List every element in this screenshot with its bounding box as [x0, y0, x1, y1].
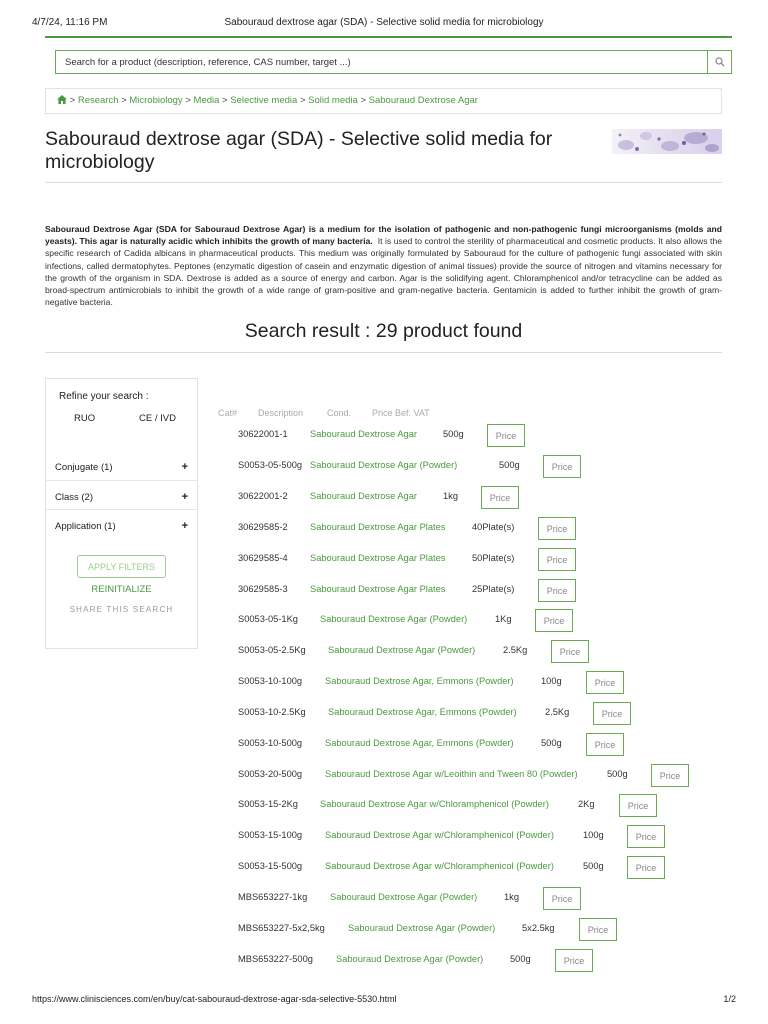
price-button[interactable]: Price	[535, 609, 573, 632]
price-button[interactable]: Price	[487, 424, 525, 447]
column-header-description: Description	[258, 408, 304, 418]
home-icon[interactable]	[57, 90, 67, 114]
breadcrumb-selective-media[interactable]: Selective media	[230, 95, 298, 106]
product-cat: 30622001-1	[238, 429, 288, 439]
product-cat: 30629585-2	[238, 522, 288, 532]
search-input[interactable]	[56, 51, 715, 73]
price-button[interactable]: Price	[543, 887, 581, 910]
reinitialize-link[interactable]: REINITIALIZE	[91, 584, 152, 595]
page-url: https://www.clinisciences.com/en/buy/cat-sabouraud-dextrose-agar-sda-selective-5530.html	[32, 994, 397, 1004]
print-date: 4/7/24, 11:16 PM	[32, 17, 108, 28]
product-name-link[interactable]: Sabouraud Dextrose Agar Plates	[310, 553, 446, 563]
product-cat: S0053-10-2.5Kg	[238, 707, 306, 717]
filter-label: Application (1)	[55, 521, 116, 532]
filter-class[interactable]	[46, 484, 197, 512]
price-button[interactable]: Price	[619, 794, 657, 817]
print-header	[32, 17, 736, 31]
breadcrumb-separator: >	[185, 95, 191, 106]
breadcrumb-separator: >	[360, 95, 366, 106]
product-size: 500g	[583, 861, 604, 871]
price-button[interactable]: Price	[538, 579, 576, 602]
filter-application[interactable]	[46, 513, 197, 541]
category-image	[612, 129, 722, 154]
product-name-link[interactable]: Sabouraud Dextrose Agar Plates	[310, 522, 446, 532]
filter-divider	[46, 480, 197, 481]
product-cat: S0053-05-1Kg	[238, 614, 298, 624]
breadcrumb	[45, 88, 722, 114]
product-size: 40Plate(s)	[472, 522, 515, 532]
product-name-link[interactable]: Sabouraud Dextrose Agar	[310, 429, 417, 439]
header-rule	[45, 36, 732, 38]
expand-icon[interactable]: +	[181, 491, 188, 503]
product-size: 1kg	[504, 892, 519, 902]
filter-label: Conjugate (1)	[55, 462, 113, 473]
price-button[interactable]: Price	[651, 764, 689, 787]
price-button[interactable]: Price	[579, 918, 617, 941]
product-size: 500g	[499, 460, 520, 470]
product-cat: S0053-10-100g	[238, 676, 303, 686]
filter-divider	[46, 509, 197, 510]
product-cat: MBS653227-500g	[238, 954, 313, 964]
apply-filters-button[interactable]: APPLY FILTERS	[77, 555, 166, 578]
breadcrumb-microbiology[interactable]: Microbiology	[129, 95, 183, 106]
price-button[interactable]: Price	[586, 733, 624, 756]
price-button[interactable]: Price	[593, 702, 631, 725]
product-size: 1kg	[443, 491, 458, 501]
product-name-link[interactable]: Sabouraud Dextrose Agar w/Leoithin and Tween 80 (Powder)	[325, 769, 578, 779]
search-button[interactable]	[707, 51, 731, 73]
product-size: 100g	[541, 676, 562, 686]
product-name-link[interactable]: Sabouraud Dextrose Agar w/Chloramphenicol (Powder)	[320, 799, 549, 809]
product-name-link[interactable]: Sabouraud Dextrose Agar w/Chloramphenicol (Powder)	[325, 830, 554, 840]
print-title: Sabouraud dextrose agar (SDA) - Selective solid media for microbiology	[224, 17, 544, 28]
product-name-link[interactable]: Sabouraud Dextrose Agar (Powder)	[320, 614, 468, 624]
price-button[interactable]: Price	[627, 856, 665, 879]
column-header-price: Price Bef. VAT	[372, 408, 430, 418]
search-icon	[715, 57, 725, 67]
product-size: 2.5Kg	[503, 645, 528, 655]
product-cat: S0053-15-100g	[238, 830, 303, 840]
filter-option-ce-ivd[interactable]: CE / IVD	[139, 413, 176, 424]
product-size: 2Kg	[578, 799, 595, 809]
product-cat: 30629585-3	[238, 584, 288, 594]
product-cat: 30622001-2	[238, 491, 288, 501]
product-name-link[interactable]: Sabouraud Dextrose Agar, Emmons (Powder)	[325, 738, 514, 748]
product-cat: MBS653227-1kg	[238, 892, 308, 902]
expand-icon[interactable]: +	[181, 461, 188, 473]
description-bold: Sabouraud Dextrose Agar (SDA for Sabouraud Dextrose Agar) is a medium for the isolation of pathogenic and non-pathogenic fungi microorganisms (molds and yeasts). This agar is naturally acidic which inhibits the growth of many bacteria.	[45, 224, 722, 247]
product-cat: S0053-20-500g	[238, 769, 303, 779]
description-text: It is used to control the sterility of pharmaceutical and cosmetic products. It also allows the specific research of Cadida albicans in pharmaceutical products. This medium was originally formulated by Sabouraud for the culture of pathogenic fungi associated with skin infections, called dermatophytes. Peptones (enzymatic digestion of casein and enzymatic digestion of animal tissues) provide the source of nitrogen and vitamins necessary for the growth of the organism in SDA. Dextrose is added as a source of energy and carbon. Agar is the solidifying agent. Chloramphenicol and/or tetracycline can be added as broad-spectrum antimicrobials to inhibit the growth of a wide range of gram-positive and gram-negative bacteria. Gentamicin is added to further inhibit the growth of gram-negative bacteria.	[45, 236, 723, 308]
breadcrumb-sabouraud-dextrose-agar[interactable]: Sabouraud Dextrose Agar	[368, 95, 478, 106]
filter-label: Class (2)	[55, 492, 94, 503]
share-search-link[interactable]: SHARE THIS SEARCH	[69, 605, 174, 614]
breadcrumb-separator: >	[299, 95, 306, 106]
breadcrumb-separator: >	[222, 95, 228, 106]
product-name-link[interactable]: Sabouraud Dextrose Agar (Powder)	[336, 954, 484, 964]
product-name-link[interactable]: Sabouraud Dextrose Agar (Powder)	[310, 460, 458, 470]
filter-option-ruo[interactable]: RUO	[74, 413, 96, 424]
product-size: 500g	[541, 738, 562, 748]
result-divider	[45, 352, 722, 353]
expand-icon[interactable]: +	[181, 520, 188, 532]
product-name-link[interactable]: Sabouraud Dextrose Agar, Emmons (Powder)	[328, 707, 517, 717]
search-bar	[55, 50, 732, 74]
filter-conjugate[interactable]	[46, 454, 197, 482]
page-title: Sabouraud dextrose agar (SDA) - Selective solid media for microbiology	[45, 128, 553, 173]
product-name-link[interactable]: Sabouraud Dextrose Agar (Powder)	[330, 892, 478, 902]
product-size: 500g	[443, 429, 464, 439]
price-button[interactable]: Price	[538, 548, 576, 571]
breadcrumb-research[interactable]: Research	[77, 95, 119, 106]
refine-panel	[45, 378, 198, 649]
product-cat: S0053-10-500g	[238, 738, 303, 748]
product-name-link[interactable]: Sabouraud Dextrose Agar	[310, 491, 417, 501]
product-size: 1Kg	[495, 614, 512, 624]
product-cat: 30629585-4	[238, 553, 288, 563]
product-name-link[interactable]: Sabouraud Dextrose Agar, Emmons (Powder)	[325, 676, 514, 686]
category-description	[45, 223, 722, 308]
product-size: 2.5Kg	[545, 707, 570, 717]
title-divider	[45, 182, 722, 183]
breadcrumb-solid-media[interactable]: Solid media	[308, 95, 358, 106]
product-size: 100g	[583, 830, 604, 840]
product-size: 5x2.5kg	[522, 923, 555, 933]
product-cat: MBS653227-5x2,5kg	[238, 923, 325, 933]
breadcrumb-separator: >	[69, 95, 76, 106]
product-size: 25Plate(s)	[472, 584, 515, 594]
price-button[interactable]: Price	[627, 825, 665, 848]
breadcrumb-separator: >	[121, 95, 127, 106]
price-button[interactable]: Price	[586, 671, 624, 694]
price-button[interactable]: Price	[551, 640, 589, 663]
product-cat: S0053-05-2.5Kg	[238, 645, 306, 655]
price-button[interactable]: Price	[481, 486, 519, 509]
product-name-link[interactable]: Sabouraud Dextrose Agar Plates	[310, 584, 446, 594]
column-header-cat: Cat#	[218, 408, 238, 418]
product-cat: S0053-15-2Kg	[238, 799, 298, 809]
search-result-title: Search result : 29 product found	[244, 320, 523, 342]
product-name-link[interactable]: Sabouraud Dextrose Agar w/Chloramphenicol (Powder)	[325, 861, 554, 871]
price-button[interactable]: Price	[538, 517, 576, 540]
product-cat: S0053-15-500g	[238, 861, 303, 871]
product-name-link[interactable]: Sabouraud Dextrose Agar (Powder)	[348, 923, 496, 933]
price-button[interactable]: Price	[543, 455, 581, 478]
product-size: 50Plate(s)	[472, 553, 515, 563]
price-button[interactable]: Price	[555, 949, 593, 972]
breadcrumb-media[interactable]: Media	[193, 95, 220, 106]
column-header-cond: Cond.	[327, 408, 352, 418]
product-name-link[interactable]: Sabouraud Dextrose Agar (Powder)	[328, 645, 476, 655]
page-number: 1/2	[723, 994, 736, 1004]
product-size: 500g	[607, 769, 628, 779]
refine-title: Refine your search :	[59, 391, 149, 402]
product-cat: S0053-05-500g	[238, 460, 303, 470]
product-size: 500g	[510, 954, 531, 964]
